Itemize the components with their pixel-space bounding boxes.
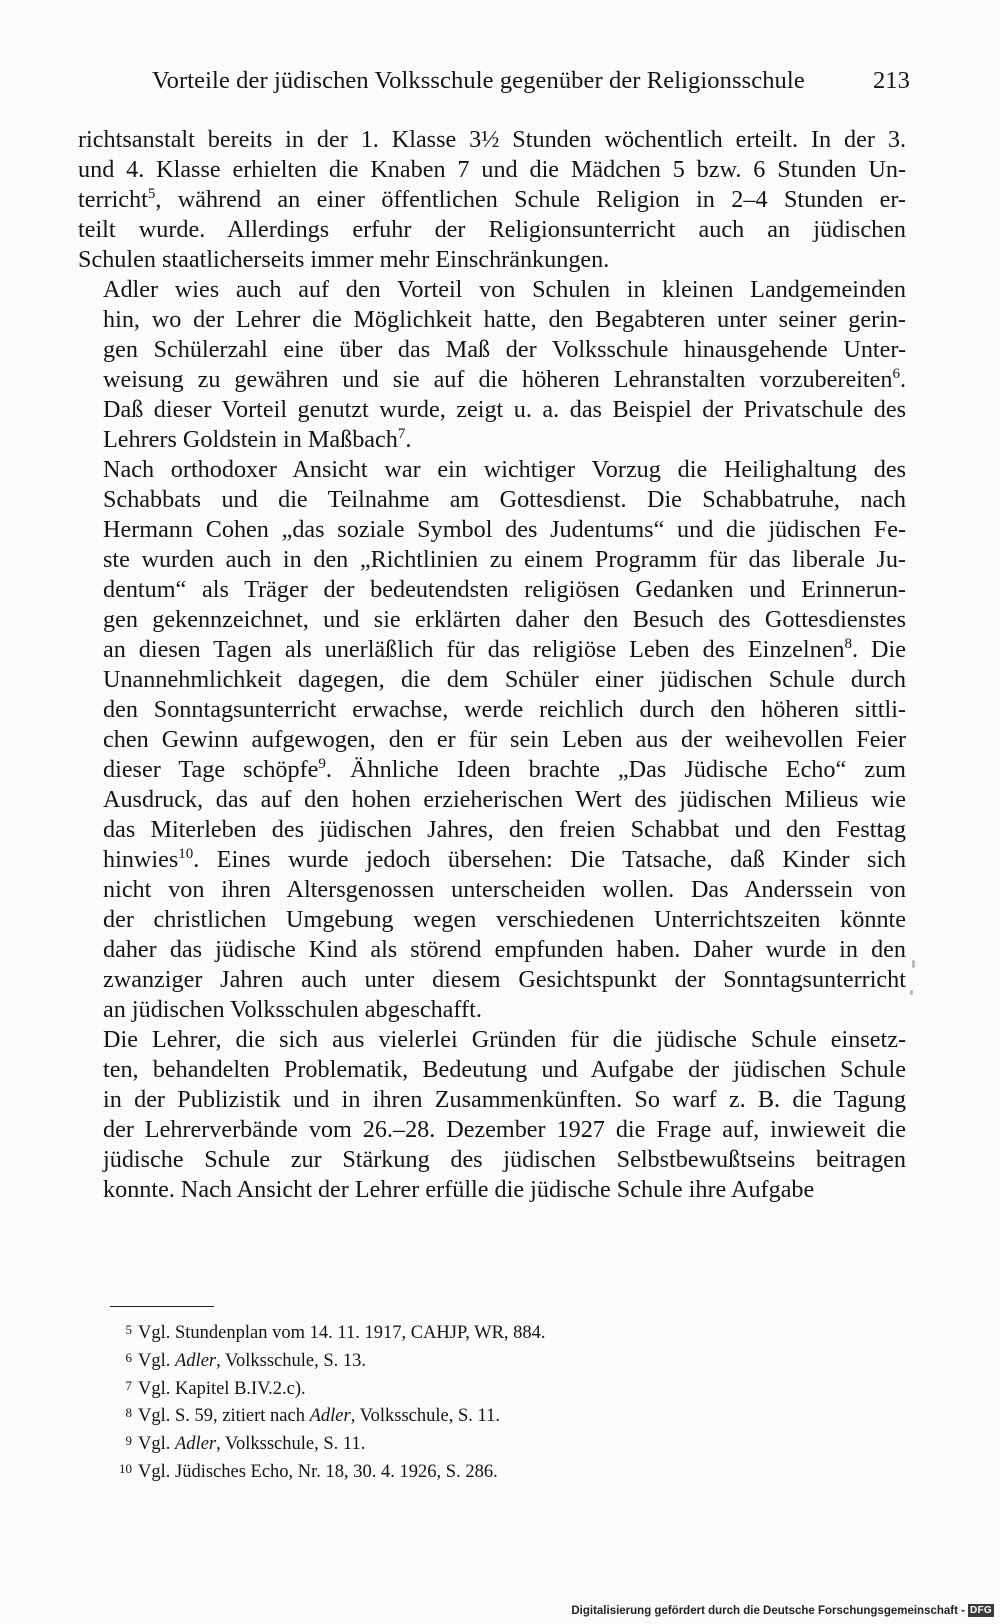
body-text: [78, 125, 906, 1205]
running-head-title: Vorteile der jüdischen Volksschule gegenüber der Religionsschule: [152, 67, 805, 94]
text-line: nicht von ihren Altersgenossen unterscheiden wollen. Das Anderssein von: [103, 876, 906, 903]
footnote: [102, 1457, 802, 1485]
text-line: Ausdruck, das auf den hohen erzieherischen Wert des jüdischen Milieus wie: [103, 786, 906, 813]
text-line: an diesen Tagen als unerläßlich für das religiöse Leben des Einzelnen$^8$. Die: [103, 636, 906, 663]
footnote: [102, 1374, 802, 1402]
footnote-number: 9: [125, 1433, 132, 1449]
text-line: gen Schülerzahl eine über das Maß der Volksschule hinausgehende Unter-: [103, 336, 906, 363]
footnotes: [102, 1318, 802, 1485]
paragraph: [78, 455, 906, 1025]
text-line: den Sonntagsunterricht erwachse, werde reichlich durch den höheren sittli-: [103, 696, 906, 723]
footnote-text: Vgl. Stundenplan vom 14. 11. 1917, CAHJP, WR, 884.: [138, 1323, 546, 1343]
text-line: daher das jüdische Kind als störend empfunden haben. Daher wurde in den: [103, 936, 906, 963]
text-line: weisung zu gewähren und sie auf die höheren Lehranstalten vorzubereiten$^6$.: [103, 366, 906, 393]
text-line: Daß dieser Vorteil genutzt wurde, zeigt u. a. das Beispiel der Privatschule des: [103, 396, 906, 423]
text-line: Schulen staatlicherseits immer mehr Einschränkungen.: [78, 246, 610, 273]
credit-text: Digitalisierung gefördert durch die Deutsche Forschungsgemeinschaft -: [571, 1605, 965, 1617]
scan-speck: [910, 990, 913, 995]
text-line: gen gekennzeichnet, und sie erklärten daher den Besuch des Gottesdienstes: [103, 606, 906, 633]
footnote: [102, 1401, 802, 1429]
text-line: an jüdischen Volksschulen abgeschafft.: [103, 996, 482, 1023]
text-line: Schabbats und die Teilnahme am Gottesdienst. Die Schabbatruhe, nach: [103, 486, 906, 513]
text-line: und 4. Klasse erhielten die Knaben 7 und die Mädchen 5 bzw. 6 Stunden Un-: [78, 156, 906, 183]
footnote-text: Vgl. S. 59, zitiert nach Adler, Volksschule, S. 11.: [138, 1406, 500, 1427]
footnote-number: 6: [125, 1349, 132, 1365]
digitization-credit: [571, 1602, 994, 1620]
footnote-number: 8: [125, 1405, 132, 1421]
footnote-number: 7: [125, 1377, 132, 1393]
text-line: Hermann Cohen „das soziale Symbol des Judentums“ und die jüdischen Fe-: [103, 516, 906, 543]
text-line: Adler wies auch auf den Vorteil von Schulen in kleinen Landgemeinden: [103, 276, 906, 303]
footnote: [102, 1346, 802, 1374]
text-line: jüdische Schule zur Stärkung des jüdischen Selbstbewußtseins beitragen: [103, 1146, 906, 1173]
footnote-text: Vgl. Kapitel B.IV.2.c).: [138, 1378, 306, 1399]
text-line: ste wurden auch in den „Richtlinien zu einem Programm für das liberale Ju-: [103, 546, 906, 573]
text-line: dieser Tage schöpfe$^9$. Ähnliche Ideen brachte „Das Jüdische Echo“ zum: [103, 756, 906, 783]
text-line: der Lehrerverbände vom 26.–28. Dezember 1927 die Frage auf, inwieweit die: [103, 1116, 906, 1143]
text-line: Unannehmlichkeit dagegen, die dem Schüler einer jüdischen Schule durch: [103, 666, 906, 693]
footnote: [102, 1318, 802, 1346]
text-line: in der Publizistik und in ihren Zusammenkünften. So warf z. B. die Tagung: [103, 1086, 906, 1113]
text-line: Nach orthodoxer Ansicht war ein wichtiger Vorzug die Heilighaltung des: [103, 456, 906, 483]
text-line: dentum“ als Träger der bedeutendsten religiösen Gedanken und Erinnerun-: [103, 576, 906, 603]
footnote-number: 10: [119, 1460, 132, 1476]
scan-speck: [912, 960, 915, 968]
text-line: Die Lehrer, die sich aus vielerlei Gründen für die jüdische Schule einsetz-: [103, 1026, 906, 1053]
footnote-separator: [110, 1306, 214, 1307]
footnote-text: Vgl. Jüdisches Echo, Nr. 18, 30. 4. 1926, S. 286.: [138, 1461, 498, 1482]
text-line: der christlichen Umgebung wegen verschiedenen Unterrichtszeiten könnte: [103, 906, 906, 933]
text-line: Lehrers Goldstein in Maßbach$^7$.: [103, 426, 412, 453]
footnote-text: Vgl. Adler, Volksschule, S. 13.: [138, 1350, 367, 1371]
text-line: hinwies$^{10}$. Eines wurde jedoch übersehen: Die Tatsache, daß Kinder sich: [103, 846, 906, 873]
paragraph: [78, 275, 906, 455]
text-line: terricht$^5$, während an einer öffentlichen Schule Religion in 2–4 Stunden er-: [78, 186, 906, 213]
paragraph: [78, 125, 906, 275]
text-line: teilt wurde. Allerdings erfuhr der Religionsunterricht auch an jüdischen: [78, 216, 906, 243]
text-line: zwanziger Jahren auch unter diesem Gesichtspunkt der Sonntagsunterricht: [103, 966, 906, 993]
text-line: konnte. Nach Ansicht der Lehrer erfülle die jüdische Schule ihre Aufgabe: [103, 1176, 815, 1203]
page-number: 213: [872, 67, 910, 94]
footnote: [102, 1429, 802, 1457]
paragraph: [78, 1025, 906, 1205]
footnote-number: 5: [125, 1322, 132, 1337]
text-line: hin, wo der Lehrer die Möglichkeit hatte, den Begabteren unter seiner gerin-: [103, 306, 906, 333]
text-line: chen Gewinn aufgewogen, den er für sein Leben aus der weihevollen Feier: [103, 726, 906, 753]
dfg-logo: DFG: [969, 1605, 992, 1616]
footnote-text: Vgl. Adler, Volksschule, S. 11.: [138, 1434, 366, 1455]
text-line: richtsanstalt bereits in der 1. Klasse 3½ Stunden wöchentlich erteilt. In der 3.: [78, 126, 906, 153]
text-line: das Miterleben des jüdischen Jahres, den freien Schabbat und den Festtag: [103, 816, 906, 843]
text-line: ten, behandelten Problematik, Bedeutung und Aufgabe der jüdischen Schule: [103, 1056, 906, 1083]
